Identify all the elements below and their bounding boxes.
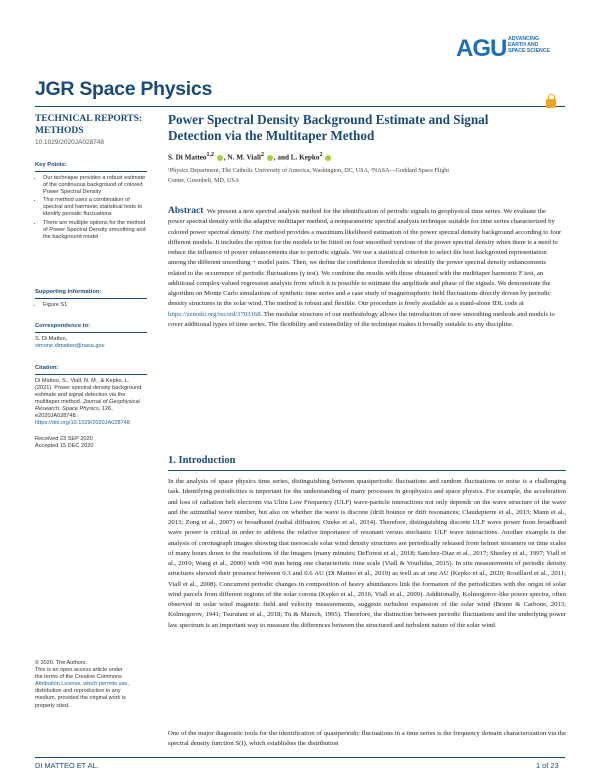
orcid-icon[interactable] <box>267 155 273 161</box>
agu-tagline: ADVANCING EARTH AND SPACE SCIENCE <box>508 36 550 55</box>
supporting-info-block <box>35 289 147 310</box>
key-point: • There are multiple options for the method of Power Spectral Density smoothing and the background model <box>43 220 147 241</box>
citation-rule <box>35 374 147 375</box>
article-doi[interactable]: 10.1029/2020JA028748 <box>35 139 105 146</box>
supporting-info-heading: Supporting Information: <box>35 289 102 295</box>
key-points-rule <box>35 171 147 172</box>
key-points-list <box>35 175 147 241</box>
running-head: DI MATTEO ET AL. <box>35 761 99 770</box>
author-list: S. Di Matteo$^{1,2}$ , N. M. Viall$^2$ , and L. Kepko$^2$ <box>168 152 332 161</box>
abstract: Abstract We present a new spectral analysis method for the identification of periodic signals in geophysical time series. We evaluate the power spectral density with the adaptive multitaper method, a nonparametric spectral analysis technique suitable for time series characterized by colored power spectral density. Our method provides a maximum likelihood estimation of the power spectral density background according to four different models. It includes the option for the models to be fitted on four smoothed versions of the power spectral density when there is a need to reduce the influence of power enhancements due to periodic signals. We use a statistical criterion to select the best background representation among the different smoothing + model pairs. Then, we define the confidence thresholds to identify the power spectral density enhancements related to the occurrence of periodic fluctuations (γ test). We combine the results with those obtained with the multitaper harmonic F test, an additional complex-valued regression analysis from which it is possible to estimate the amplitude and phase of the signals. We demonstrate the algorithm on Monte Carlo simulations of synthetic time series and a case study of magnetospheric field fluctuations directly driven by periodic density structures in the solar wind. The method is robust and flexible. Our procedure is freely available as a stand-alone IDL code at https://zenodo.org/record/3703168. The modular structure of our methodology allows the introduction of new smoothing methods and models to cover additional types of time series. The flexibility and extensibility of the technique makes it broadly suitable to any discipline. <box>168 206 562 328</box>
correspondence-name: S. Di Matteo, <box>35 335 68 342</box>
zenodo-link[interactable]: https://zenodo.org/record/3703168 <box>168 310 261 318</box>
supporting-info-rule <box>35 298 147 299</box>
orcid-icon[interactable] <box>325 155 331 161</box>
section-heading: 1. Introduction <box>168 455 236 466</box>
article-type: TECHNICAL REPORTS: METHODS <box>35 114 143 136</box>
correspondence-block <box>35 323 147 350</box>
citation-heading: Citation: <box>35 365 59 371</box>
license-block: © 2020. The Authors. This is an open access article under the terms of the Creative Commons Attribution License, which permits use, distribution and reproduction in any medium, provided the original work is properly cited. <box>35 660 147 710</box>
key-points-block <box>35 162 147 242</box>
orcid-icon[interactable] <box>217 155 223 161</box>
supporting-item[interactable]: • Figure S1 <box>43 302 147 309</box>
affiliations: ¹Physics Department, The Catholic University of America, Washington, DC, USA, ²NASA—Goddard Space Flight Center, Greenbelt, MD, USA <box>168 168 450 184</box>
citation-link[interactable]: https://doi.org/10.1029/2020JA028748 <box>35 419 130 426</box>
page-number: 1 of 23 <box>536 761 559 770</box>
citation-journal: Journal of Geophysical Research: Space Physics <box>35 398 140 412</box>
footer-divider <box>35 757 565 758</box>
accepted-date: Accepted 15 DEC 2020 <box>35 442 94 449</box>
key-points-heading: Key Points: <box>35 162 67 168</box>
license-link[interactable]: Attribution License, which permits use, <box>35 681 129 688</box>
intro-paragraph: In the analysis of space physics time series, distinguishing between quasiperiodic fluctuations and random fluctuations or noise is a challenging task. Identifying periodicities is important for the understanding of many processes in geophysics and space physics. For example, the acceleration and loss of radiation belt electrons via Ultra Low Frequency (ULF) wave-particle interactions not only depends on the wave structure of the wave and the azimuthal wave number, but also on whether the wave is discrete (drift bounce or drift resonances; Claudepierre et al., 2013; Mann et al., 2013; Zong et al., 2007) or broadband (radial diffusion; Ozeke et al., 2014). Therefore, distinguishing discrete ULF wave power from broadband wave power is critical in order to address the relative importance of resonant versus stochastic ULF wave interactions. Another example is the analysis of coronagraph images showing that mesoscale solar wind density structures are periodically released from helmet streamers on time scales of many hours down to the resolutions of the imagers (many minutes; DeForest et al., 2018; Sanchez-Diaz et al., 2017; Sheeley et al., 1997; Viall et al., 2010; Wang et al., 2000) with ≈90 min being one characteristic time scale (Viall & Vourlidas, 2015). In situ measurements of periodic density structures showed their presence between 0.3 and 0.6 AU (Di Matteo et al., 2019) as well as at one AU (Kepko et al., 2020; Rouillard et al., 2011; Viall et al., 2008). Concurrent periodic changes in composition of heavy abundances link the formation of the periodicities with the origin of solar wind parcels from different regions of the solar corona (Kepko et al., 2016; Viall et al., 2009). Additionally, Kolmogorov-like power spectra, often observed in solar wind magnetic field and velocity measurements, suggests turbulent expansion of the solar wind (Bruno & Carbone, 2013; Kolmogorov, 1941; Tsurutani et al., 2018; Tu & Marsch, 1995). Therefore, the distinction between periodic fluctuations and the underlying power law spectrum is an important way to measure the differences between the structured and turbulent nature of the solar wind. <box>168 478 566 629</box>
article-title: Power Spectral Density Background Estimate and Signal Detection via the Multitaper Method <box>168 112 489 143</box>
received-date: Received 23 SEP 2020 <box>35 435 93 442</box>
correspondence-rule <box>35 332 147 333</box>
correspondence-email[interactable]: simone.dimatteo@nasa.gov <box>35 342 105 349</box>
citation-text: Di Matteo, S., Viall, N. M., & Kepko, L. (2021). Power spectral density background estimate and signal detection via the multitaper method. Journal of Geophysical Research: Space Physics, 126, e2020JA028748. https://doi.org/10.1029/2020JA028748 <box>35 377 142 426</box>
journal-title: JGR Space Physics <box>35 78 212 100</box>
key-point: • This method uses a combination of spectral and harmonic statistical tests to identify periodic fluctuations <box>43 197 147 218</box>
header-divider <box>35 106 565 107</box>
correspondence-heading: Correspondence to: <box>35 323 91 329</box>
citation-block <box>35 365 147 450</box>
abstract-heading: Abstract <box>168 206 204 216</box>
section-divider <box>168 470 566 471</box>
agu-logo <box>456 33 576 73</box>
agu-wordmark: AGU <box>456 35 507 62</box>
author-name[interactable]: S. Di Matteo <box>168 153 207 162</box>
intro-paragraph: One of the major diagnostic tools for the identification of quasiperiodic fluctuations in a time series is the frequency domain characterization via the spectral density function S(f), which establishes the distribution <box>168 730 566 748</box>
author-name[interactable]: , N. M. Viall <box>223 153 261 162</box>
key-point: • Our technique provides a robust estimate of the continuous background of colored Power Spectral Density <box>43 175 147 196</box>
author-name[interactable]: , and L. Kepko <box>273 153 320 162</box>
open-access-lock-icon <box>546 99 556 108</box>
